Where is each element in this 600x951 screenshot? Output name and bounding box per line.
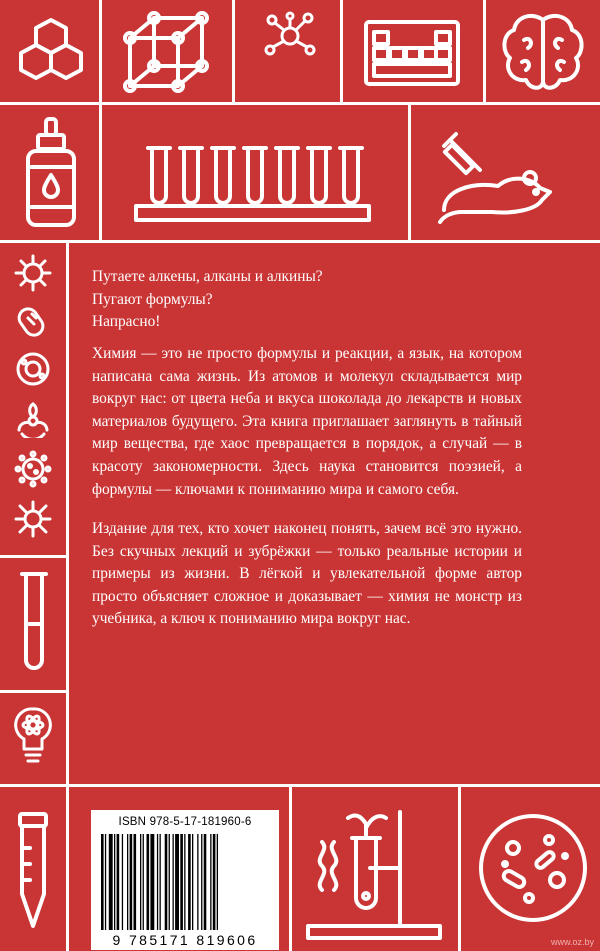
- germ-icon: [14, 500, 52, 538]
- grid-line: [99, 102, 102, 243]
- intro-line: Напрасно!: [92, 313, 161, 331]
- atom-bulb-icon: [12, 705, 54, 767]
- grid-line: [0, 784, 600, 787]
- coronavirus-icon: [14, 450, 52, 488]
- lab-mouse-syringe-icon: [432, 130, 562, 230]
- grid-line: [66, 240, 69, 787]
- grid-line: [408, 102, 411, 243]
- intro-line: Путаете алкены, алканы и алкины?: [92, 268, 323, 285]
- barcode-digits: 9 785171 819606: [112, 932, 258, 948]
- grid-line: [340, 0, 343, 102]
- lab-stand-flask-icon: [300, 798, 450, 944]
- grid-line: [458, 784, 461, 951]
- test-tube-icon: [14, 568, 54, 680]
- molecule-network-icon: [262, 10, 317, 60]
- cube-lattice-icon: [118, 10, 213, 95]
- grid-line: [0, 102, 600, 105]
- test-tube-rack-icon: [130, 138, 375, 228]
- grid-line: [66, 784, 69, 951]
- petri-dish-icon: [475, 810, 591, 926]
- barcode-bars: [101, 834, 271, 930]
- intro-line: Пугают формулы?: [92, 290, 213, 308]
- brain-icon: [498, 10, 588, 95]
- virus-icon: [14, 254, 52, 292]
- periodic-table-icon: [362, 18, 462, 88]
- grid-line: [99, 0, 102, 102]
- biohazard-icon: [14, 400, 52, 438]
- watermark: www.oz.by: [550, 937, 594, 947]
- description-paragraph-2: Издание для тех, кто хочет наконец понять, зачем всё это нужно. Без скучных лекций и зубрёжки — только реальные истории и примеры из жизни. В лёгкой и увлекательной форме автор просто объясняет сложное и доказывает — химия не монстр из учебника, а ключ к пониманию мира вокруг нас.: [92, 520, 522, 628]
- hexagon-molecule-icon: [16, 12, 86, 92]
- grid-line: [232, 0, 235, 102]
- intro-lines: [92, 266, 522, 334]
- bacterium-icon: [14, 302, 52, 340]
- cell-icon: [14, 350, 52, 388]
- barcode: [91, 810, 279, 950]
- grid-line: [0, 240, 600, 243]
- dropper-bottle-icon: [22, 115, 80, 230]
- centrifuge-tube-icon: [12, 808, 54, 938]
- grid-line: [483, 0, 486, 102]
- grid-line: [289, 784, 292, 951]
- isbn-label: ISBN 978-5-17-181960-6: [118, 816, 252, 828]
- description-paragraph-1: Химия — это не просто формулы и реакции, а язык, на котором написана сама жизнь. Из атомов и молекул складывается мир вокруг нас: от цвета неба и вкуса шоколада до лекарств и новых материалов будущего. Эта книга приглашает заглянуть в тайный мир вещества, где хаос превращается в порядок, а случай — в красоту закономерности. Здесь наука становится поэзией, а формулы — ключами к пониманию мира и самого себя.: [92, 345, 522, 498]
- grid-line: [0, 690, 66, 693]
- grid-line: [0, 555, 66, 558]
